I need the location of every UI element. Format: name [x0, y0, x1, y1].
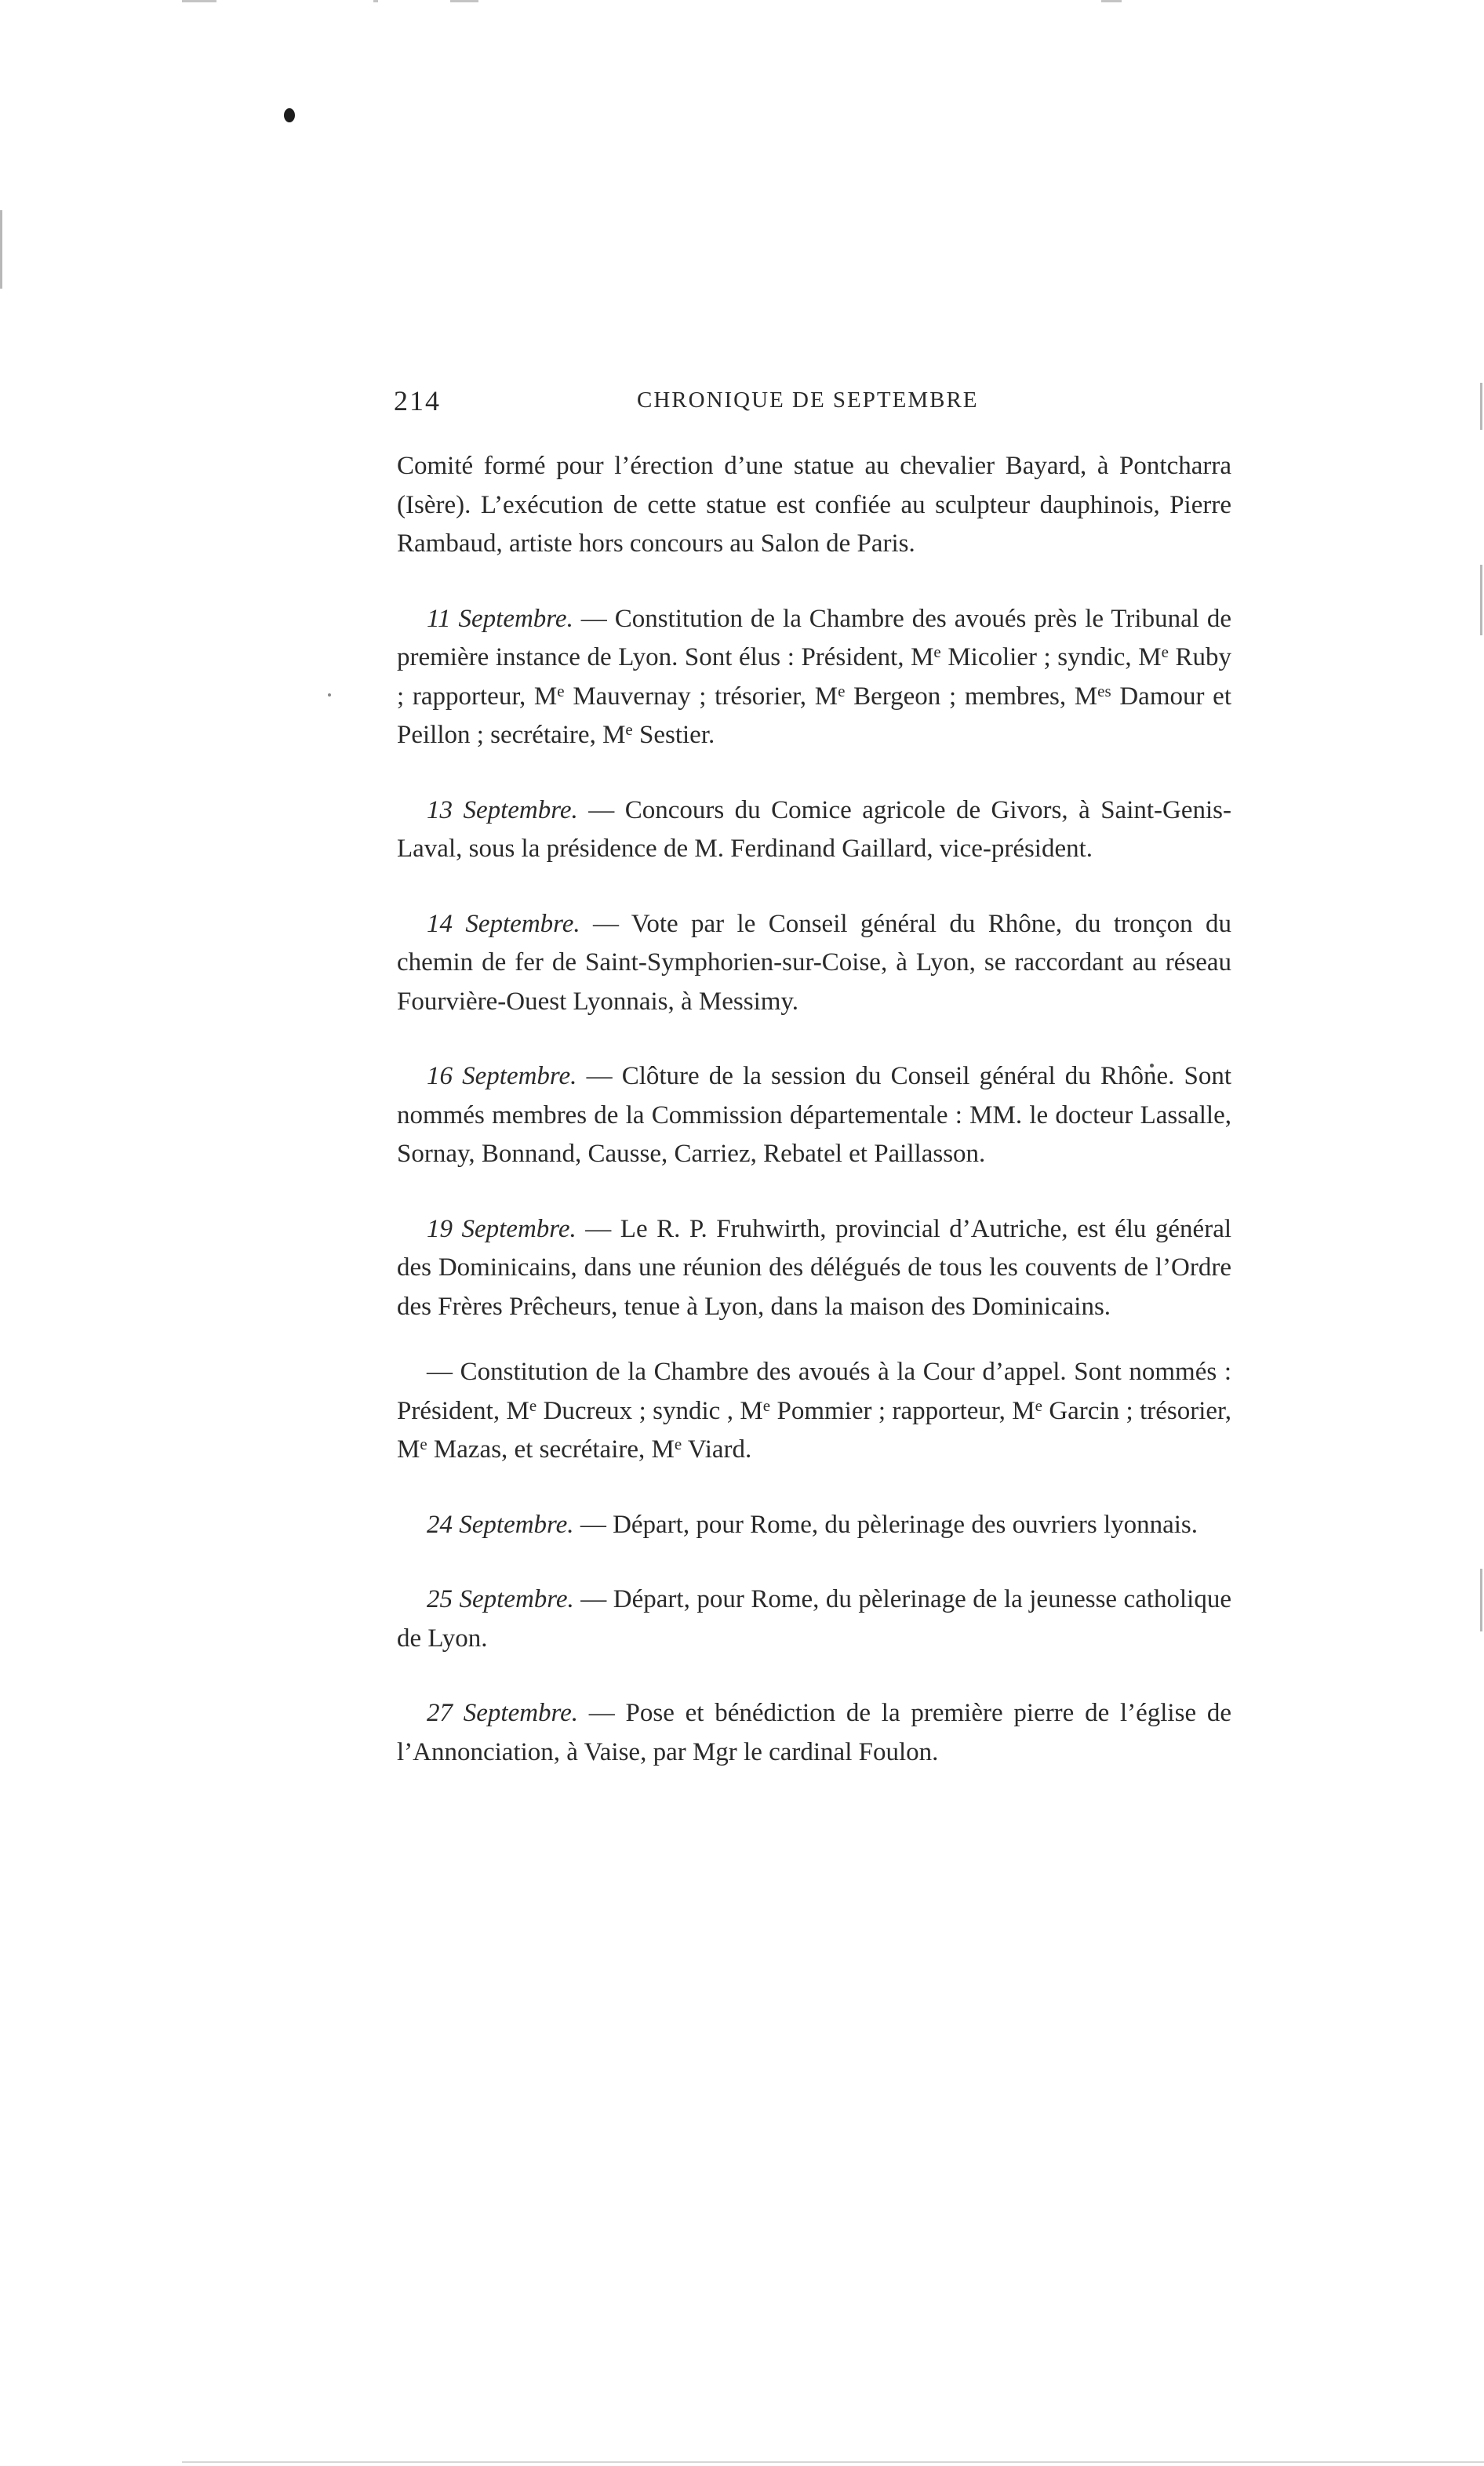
- entry-date: 24 Septembre.: [427, 1510, 574, 1539]
- scan-edge: [0, 210, 2, 289]
- entry-date: 25 Septembre.: [427, 1585, 574, 1613]
- entry-paragraph: [397, 1057, 1231, 1174]
- entry-text: — Constitution de la Chambre des avoués à la Cour d’appel. Sont nommés : Président, Me Ducreux ; syndic , Me Pommier ; rapporteur, Me Garcin ; trésorier, Me Mazas, et secrétaire, Me Viard.: [397, 1358, 1231, 1464]
- scan-edge: [1480, 565, 1482, 635]
- entry-text: — Départ, pour Rome, du pèlerinage de la jeunesse catholique de Lyon.: [397, 1585, 1231, 1653]
- page-number: 214: [394, 385, 441, 416]
- chronicle-body: [397, 447, 1231, 1808]
- scan-mark: [450, 0, 478, 2]
- scan-mark: [182, 0, 216, 2]
- entry-paragraph: [397, 447, 1231, 564]
- entry-date: 27 Septembre.: [427, 1699, 579, 1727]
- scan-mark: [1101, 0, 1122, 2]
- scan-edge: [1480, 383, 1482, 430]
- scan-edge: [1480, 1569, 1482, 1631]
- entry-paragraph: [397, 1353, 1231, 1470]
- entry-date: 11 Septembre.: [427, 604, 573, 633]
- entry-paragraph: [397, 1506, 1231, 1545]
- entry-paragraph: [397, 1210, 1231, 1327]
- entry-text: — Vote par le Conseil général du Rhône, du tronçon du chemin de fer de Saint-Symphorien-sur-Coise, à Lyon, se raccordant au réseau Fourvière-Ouest Lyonnais, à Messimy.: [397, 909, 1231, 1016]
- entry-date: 13 Septembre.: [427, 795, 578, 824]
- entry-text: Comité formé pour l’érection d’une statue au chevalier Bayard, à Pontcharra (Isère). L’exécution de cette statue est confiée au sculpteur dauphinois, Pierre Rambaud, artiste hors concours au Salon de Paris.: [397, 452, 1231, 558]
- entry-text: — Le R. P. Fruhwirth, provincial d’Autriche, est élu général des Dominicains, dans une réunion des délégués de tous les couvents de l’Ordre des Frères Prêcheurs, tenue à Lyon, dans la maison des Dominicains.: [397, 1214, 1232, 1321]
- running-head: CHRONIQUE DE SEPTEMBRE: [637, 387, 979, 413]
- entry-date: 16 Septembre.: [427, 1062, 577, 1090]
- entry-text: — Clôture de la session du Conseil général du Rhône. Sont nommés membres de la Commission départementale : MM. le docteur Lassalle, Sornay, Bonnand, Causse, Carriez, Rebatel et Paillasson.: [397, 1062, 1231, 1168]
- entry-paragraph: [397, 1694, 1231, 1772]
- entry-paragraph: [397, 1580, 1231, 1658]
- entry-paragraph: [397, 600, 1231, 755]
- entry-date: 14 Septembre.: [427, 909, 580, 938]
- entry-text: — Départ, pour Rome, du pèlerinage des ouvriers lyonnais.: [573, 1510, 1198, 1539]
- scan-mark: [373, 0, 378, 2]
- entry-paragraph: [397, 791, 1231, 869]
- entry-text: — Concours du Comice agricole de Givors, à Saint-Genis-Laval, sous la présidence de M. Ferdinand Gaillard, vice-président.: [397, 795, 1232, 863]
- page-header: [394, 384, 1230, 431]
- entry-text: — Constitution de la Chambre des avoués près le Tribunal de première instance de Lyon. Sont élus : Président, Me Micolier ; syndic, Me Ruby ; rapporteur, Me Mauvernay ; trésorier, Me Bergeon ; membres, $M^{es}$ Damour et Peillon ; secrétaire, Me Sestier.: [397, 604, 1232, 749]
- entry-text: — Pose et bénédiction de la première pierre de l’église de l’Annonciation, à Vaise, par Mgr le cardinal Foulon.: [397, 1699, 1231, 1766]
- ink-speck: [328, 693, 331, 697]
- entry-date: 19 Septembre.: [427, 1214, 577, 1243]
- scan-edge: [182, 2461, 1484, 2463]
- entry-paragraph: [397, 905, 1231, 1022]
- ink-speck: [284, 108, 295, 122]
